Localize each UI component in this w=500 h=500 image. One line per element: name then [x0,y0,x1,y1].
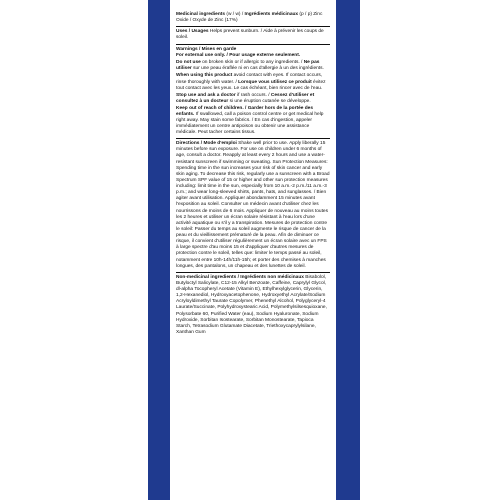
heading-uses: Uses / Usages [176,29,209,35]
warnings-heading: Warnings / Mises en garde [176,46,237,52]
when-using-section: When using this product avoid contact with eyes. If contact occurs, rinse thoroughly with water. / Lorsque vous utilisez ce produit évitez tout contact avec les yeux. Le cas échéant, bien rincer avec de l'eau. [176,73,326,91]
heading-ingredients-medicinaux: Ingrédients médicinaux [244,12,299,17]
external-use-warning: For external use only. / Pour usage externe seulement. [176,53,301,59]
medicinal-ingredients-section: Medicinal ingredients (w / w) / Ingrédients médicinaux (p / p) Zinc Oxide / Oxyde de Zinc (17%) [176,12,323,24]
directions-section: Directions / Mode d'emploi Shake well prior to use. Apply liberally 15 minutes before sun exposure. For use on children under 6 months of age, consult a doctor. Reapply at least every 2 hours and use a water-resistant sunscreen if swimming or sweating. Sun Protection Measures: Spending time in the sun increases your risk of skin cancer and early skin aging. To decrease this risk, regularly use a sunscreen with a Broad Spectrum SPF value of 15 or higher and other sun protection measures including: limit time in the sun, especially from 10 a.m.-2 p.m./11 a.m.-3 p.m.; and wear long-sleeved shirts, pants, hats, and sunglasses. / Bien agiter avant utilisation. Appliquer abondamment 15 minutes avant l'exposition au soleil. Consulter un médecin avant d'utiliser chez les nourrissons de moins de 6 mois. Appliquer de nouveau au moins toutes les 2 heures et utiliser un écran solaire résistant à l'eau lors d'une activité aquatique ou s'il y a transpiration. Mesures de protection contre le soleil: Passer du temps au soleil augmente le risque de cancer de la peau et du vieillissement prématuré de la peau. Afin de diminuer ce risque, il convient d'utiliser régulièrement un écran solaire avec un FPS à large spectre d'au moins 15 et d'appliquer d'autres mesures de protection contre le soleil, telles que: limiter le temps passé au soleil, notamment entre 10h-14h/11h-15h; et porter des chemises à manches longues, des pantalons, un chapeau et des lunettes de soleil. [176,141,330,269]
divider [176,272,330,273]
uses-section: Uses / Usages Helps prevent sunburn. / Aide à prévenir les coups de soleil. [176,29,324,41]
drug-facts-panel [170,2,336,498]
divider [176,44,330,45]
divider [176,26,330,27]
do-not-use-section: Do not use on broken skin or if allergic to any ingredients. / Ne pas utiliser sur une peau éraflée ni en cas d'allergie à un des ingrédients. [176,60,324,72]
non-medicinal-ingredients-section: Non-medicinal ingredients / Ingrédients non médicinaux Bisabolol, Butyloctyl Salicylate, C12-15 Alkyl Benzoate, Caffeine, Caprylyl Glycol, dl-alpha Tocopheryl Acetate (Vitamin E), Ethylhexylglycerin, Glycerin, 1,2-Hexanediol, Hydroxyacetophenone, Hydroxyethyl Acrylate/Sodium Acryloyldimethyl Taurate Copolymer, Phenethyl Alcohol, Polyglyceryl-4 Laurate/Succinate, Polyhydroxystearic Acid, Polymethylsilsesquioxane, Polysorbate 60, Purified Water (eau), Sodium Hyaluronate, Sodium Hydroxide, Sorbitan Isostearate, Sorbitan Monostearate, Tapioca Starch, Tetrasodium Glutamate Diacetate, Triethoxycaprylylsilane, Xanthan Gum [176,274,327,335]
stop-use-section: Stop use and ask a doctor if rash occurs. / Cessez d'utiliser et consultez à un docteur si une éruption cutanée se développe. [176,92,315,104]
keep-out-of-reach-section: Keep out of reach of children. / Garder hors de la portée des enfants. If swallowed, call a poison control centre or get medical help right away. May stain some fabrics. / En cas d'ingestion, appeler immédiatement un centre antipoison ou obtenir une assistance médicale. Peut tacher certains tissus. [176,105,324,136]
left-blue-band [148,0,170,500]
right-blue-band [336,0,360,500]
divider [176,138,330,139]
heading-medicinal-ingredients: Medicinal ingredients [176,12,226,17]
